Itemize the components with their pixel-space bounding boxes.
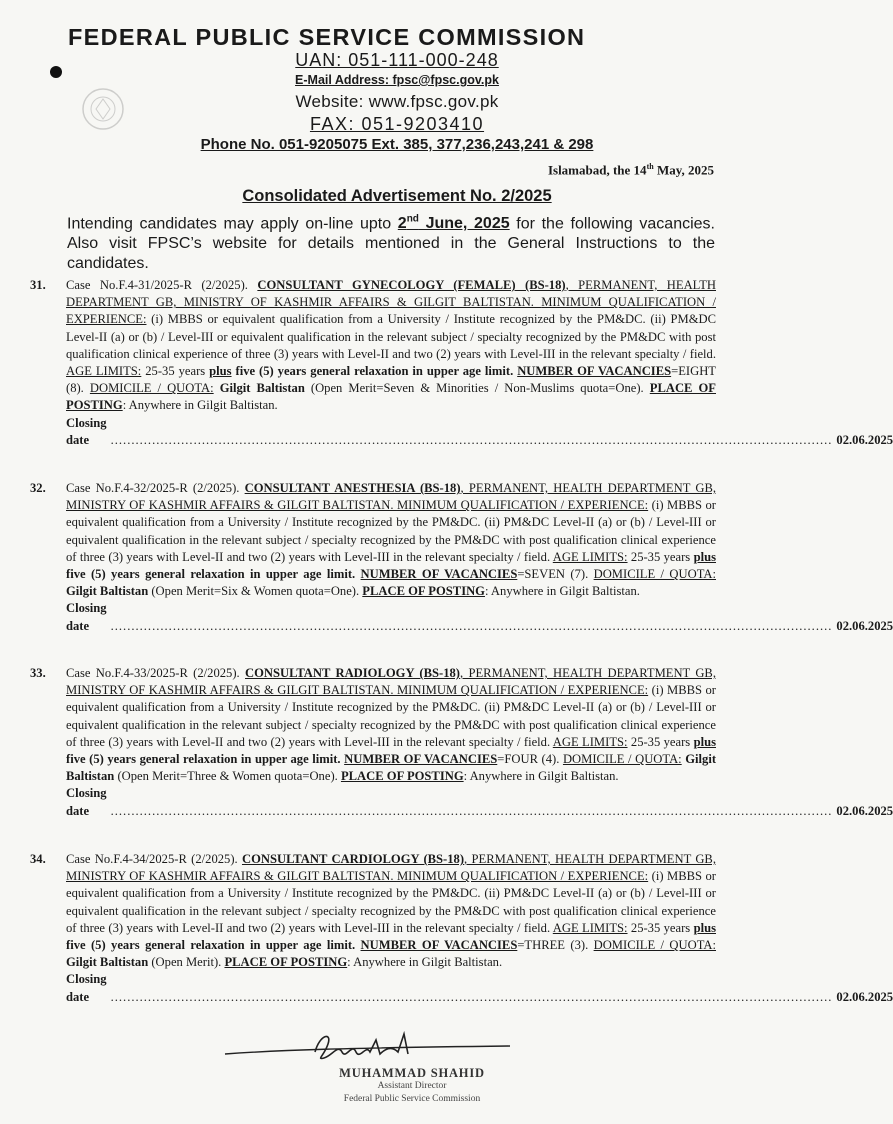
signatory-name: MUHAMMAD SHAHID [339, 1066, 485, 1080]
signatory-organization: Federal Public Service Commission [343, 1094, 481, 1104]
item-number: 31. [30, 278, 46, 292]
signatory-designation: Assistant Director [377, 1081, 447, 1091]
item-body: Case No.F.4-33/2025-R (2/2025). CONSULTANT RADIOLOGY (BS-18), PERMANENT, HEALTH DEPARTMENT GB, MINISTRY OF KASHMIR AFFAIRS & GILGIT BALTISTAN. MINIMUM QUALIFICATION / EXPERIENCE: (i) MBBS or equivalent qualification from a University / Institute recognized by the PM&DC. (ii) PM&DC Level-II (a) or (b) / Level-III or equivalent qualification in the relevant subject / specialty recognized by the PM&DC with post qualification clinical experience of three (3) years with Level-II and two (2) years with Level-III in the relevant specialty / field. AGE LIMITS: 25-35 years plus five (5) years general relaxation in upper age limit. NUMBER OF VACANCIES=FOUR (4). DOMICILE / QUOTA: Gilgit Baltistan (Open Merit=Three & Women quota=One). PLACE OF POSTING: Anywhere in Gilgit Baltistan. [66, 666, 717, 784]
post-title: CONSULTANT RADIOLOGY (BS-18) [245, 666, 460, 680]
advertisement-title: Consolidated Advertisement No. 2/2025 [242, 187, 552, 205]
intro-paragraph: Intending candidates may apply on-line upto 2nd June, 2025 for the following vacancies. Also visit FPSC’s website for details mentioned in the General Instructions to the candidates. [67, 214, 716, 273]
vacancy-item [30, 480, 893, 635]
fax-number: FAX: 051-9203410 [309, 114, 485, 134]
phone-numbers: Phone No. 051-9205075 Ext. 385, 377,236,243,241 & 298 [200, 136, 594, 153]
vacancy-item [30, 665, 893, 820]
organization-title: FEDERAL PUBLIC SERVICE COMMISSION [68, 24, 586, 50]
email-address[interactable]: E-Mail Address: fpsc@fpsc.gov.pk [295, 73, 499, 87]
closing-date-row: Closing date .............................................................................................................................................................................. 02.06.2025 [66, 972, 893, 1004]
post-title: CONSULTANT ANESTHESIA (BS-18) [244, 481, 461, 495]
item-number: 33. [30, 666, 46, 680]
post-title: CONSULTANT CARDIOLOGY (BS-18) [241, 852, 465, 866]
item-body: Case No.F.4-32/2025-R (2/2025). CONSULTANT ANESTHESIA (BS-18), PERMANENT, HEALTH DEPARTMENT GB, MINISTRY OF KASHMIR AFFAIRS & GILGIT BALTISTAN. MINIMUM QUALIFICATION / EXPERIENCE: (i) MBBS or equivalent qualification from a University / Institute recognized by the PM&DC. (ii) PM&DC Level-II (a) or (b) / Level-III or equivalent qualification in the relevant subject / specialty recognized by the PM&DC with post qualification clinical experience of three (3) years with Level-II and two (2) years with Level-III in the relevant specialty / field. AGE LIMITS: 25-35 years plus five (5) years general relaxation in upper age limit. NUMBER OF VACANCIES=SEVEN (7). DOMICILE / QUOTA: Gilgit Baltistan (Open Merit=Six & Women quota=One). PLACE OF POSTING: Anywhere in Gilgit Baltistan. [66, 481, 716, 599]
website-address[interactable]: Website: www.fpsc.gov.pk [295, 92, 499, 111]
post-title: CONSULTANT GYNECOLOGY (FEMALE) (BS-18) [257, 278, 566, 292]
closing-date-row: Closing date .............................................................................................................................................................................. 02.06.2025 [66, 415, 893, 447]
deadline: 2nd June, 2025 [397, 214, 510, 233]
vacancy-item [30, 851, 893, 1006]
uan-number: UAN: 051-111-000-248 [295, 50, 499, 70]
item-number: 34. [30, 852, 46, 866]
item-number: 32. [30, 481, 46, 495]
closing-date-row: Closing date .............................................................................................................................................................................. 02.06.2025 [66, 786, 893, 818]
place-date: Islamabad, the 14th May, 2025 [547, 162, 714, 178]
vacancy-item [30, 277, 893, 449]
signature-icon [220, 1022, 520, 1072]
item-body: Case No.F.4-34/2025-R (2/2025). CONSULTANT CARDIOLOGY (BS-18), PERMANENT, HEALTH DEPARTMENT GB, MINISTRY OF KASHMIR AFFAIRS & GILGIT BALTISTAN. MINIMUM QUALIFICATION / EXPERIENCE: (i) MBBS or equivalent qualification from a University / Institute recognized by the PM&DC. (ii) PM&DC Level-II (a) or (b) / Level-III or equivalent qualification in the relevant subject / specialty recognized by the PM&DC with post qualification clinical experience of three (3) years with Level-II and two (2) years with Level-III in the relevant specialty / field. AGE LIMITS: 25-35 years plus five (5) years general relaxation in upper age limit. NUMBER OF VACANCIES=THREE (3). DOMICILE / QUOTA: Gilgit Baltistan (Open Merit). PLACE OF POSTING: Anywhere in Gilgit Baltistan. [66, 852, 716, 970]
closing-date-row: Closing date .............................................................................................................................................................................. 02.06.2025 [66, 601, 893, 633]
item-body: Case No.F.4-31/2025-R (2/2025). CONSULTANT GYNECOLOGY (FEMALE) (BS-18), PERMANENT, HEALTH DEPARTMENT GB, MINISTRY OF KASHMIR AFFAIRS & GILGIT BALTISTAN. MINIMUM QUALIFICATION / EXPERIENCE: (i) MBBS or equivalent qualification from a University / Institute recognized by the PM&DC. (ii) PM&DC Level-II (a) or (b) / Level-III or equivalent qualification in the relevant subject / specialty recognized by the PM&DC with post qualification clinical experience of three (3) years with Level-II and two (2) years with Level-III in the relevant specialty / field. AGE LIMITS: 25-35 years plus five (5) years general relaxation in upper age limit. NUMBER OF VACANCIES=EIGHT (8). DOMICILE / QUOTA: Gilgit Baltistan (Open Merit=Seven & Minorities / Non-Muslims quota=One). PLACE OF POSTING: Anywhere in Gilgit Baltistan. [66, 278, 716, 413]
